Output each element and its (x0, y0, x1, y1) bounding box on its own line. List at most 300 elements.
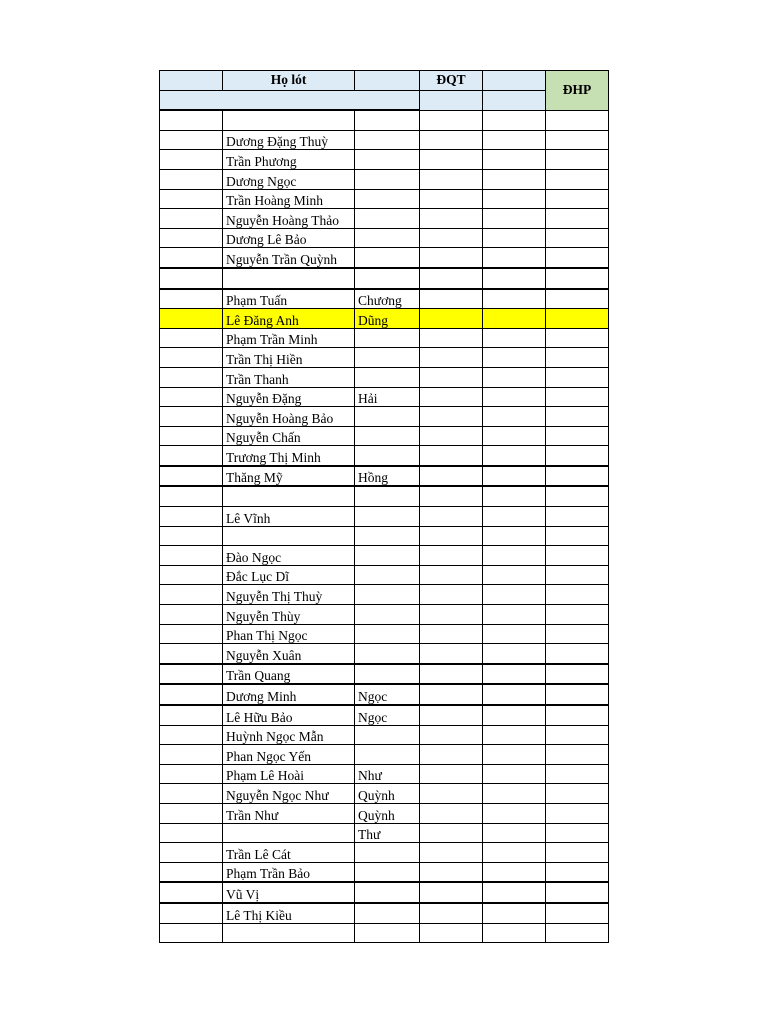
cell-dqt[interactable] (420, 605, 483, 625)
cell-dqt[interactable] (420, 446, 483, 466)
cell-col-a[interactable] (160, 289, 223, 309)
cell-col-e[interactable] (483, 862, 546, 882)
cell-col-e[interactable] (483, 209, 546, 229)
cell-dqt[interactable] (420, 923, 483, 943)
cell-dqt[interactable] (420, 745, 483, 765)
cell-col-a[interactable] (160, 784, 223, 804)
cell-dhp[interactable] (546, 407, 609, 427)
cell-dqt[interactable] (420, 387, 483, 407)
cell-ten[interactable] (355, 585, 420, 605)
cell-col-e[interactable] (483, 387, 546, 407)
cell-dhp[interactable] (546, 565, 609, 585)
cell-col-e[interactable] (483, 486, 546, 506)
header-cell-blank[interactable] (420, 90, 483, 110)
cell-col-a[interactable] (160, 684, 223, 705)
cell-col-e[interactable] (483, 784, 546, 804)
cell-ten[interactable]: Hồng (355, 466, 420, 487)
cell-col-a[interactable] (160, 565, 223, 585)
cell-dqt[interactable] (420, 526, 483, 546)
cell-dhp[interactable] (546, 426, 609, 446)
cell-col-a[interactable] (160, 882, 223, 903)
cell-col-a[interactable] (160, 189, 223, 209)
table-row (160, 367, 609, 387)
cell-col-e[interactable] (483, 466, 546, 487)
table-row (160, 268, 609, 289)
cell-dhp[interactable] (546, 248, 609, 268)
cell-dhp[interactable] (546, 328, 609, 348)
cell-col-a[interactable] (160, 228, 223, 248)
cell-dqt[interactable] (420, 644, 483, 664)
cell-col-a[interactable] (160, 486, 223, 506)
table-row (160, 764, 609, 784)
cell-col-e[interactable] (483, 189, 546, 209)
header-dqt[interactable]: ĐQT (420, 71, 483, 91)
spreadsheet (159, 70, 608, 943)
table-row (160, 150, 609, 170)
cell-ho-lot[interactable]: Đào Ngọc (223, 546, 355, 566)
table-row (160, 605, 609, 625)
cell-col-a[interactable] (160, 823, 223, 843)
table-row (160, 486, 609, 506)
cell-dhp[interactable] (546, 446, 609, 466)
cell-dhp[interactable] (546, 823, 609, 843)
cell-col-e[interactable] (483, 526, 546, 546)
cell-ho-lot[interactable]: Dương Lê Bảo (223, 228, 355, 248)
cell-dqt[interactable] (420, 268, 483, 289)
cell-dqt[interactable] (420, 110, 483, 130)
cell-col-e[interactable] (483, 268, 546, 289)
cell-ho-lot[interactable] (223, 923, 355, 943)
table-row (160, 784, 609, 804)
table-row (160, 407, 609, 427)
cell-dqt[interactable] (420, 764, 483, 784)
cell-dqt[interactable] (420, 705, 483, 725)
cell-ho-lot[interactable]: Huỳnh Ngọc Mẫn (223, 725, 355, 745)
cell-ho-lot[interactable]: Trần Lê Cát (223, 843, 355, 863)
cell-ho-lot[interactable] (223, 823, 355, 843)
cell-col-a[interactable] (160, 725, 223, 745)
cell-dqt[interactable] (420, 882, 483, 903)
cell-ho-lot[interactable]: Phan Thị Ngọc (223, 624, 355, 644)
cell-dhp[interactable] (546, 546, 609, 566)
cell-dhp[interactable] (546, 664, 609, 685)
cell-dhp[interactable] (546, 605, 609, 625)
cell-col-a[interactable] (160, 803, 223, 823)
cell-ho-lot[interactable]: Trần Thị Hiền (223, 348, 355, 368)
header-ho-lot[interactable]: Họ lót (223, 71, 355, 91)
cell-dqt[interactable] (420, 367, 483, 387)
cell-ten[interactable]: Thư (355, 823, 420, 843)
table-row (160, 309, 609, 329)
cell-dqt[interactable] (420, 130, 483, 150)
cell-col-e[interactable] (483, 150, 546, 170)
table-row (160, 862, 609, 882)
cell-ten[interactable] (355, 130, 420, 150)
cell-ho-lot[interactable]: Lê Thị Kiều (223, 903, 355, 923)
cell-dqt[interactable] (420, 309, 483, 329)
cell-ten[interactable] (355, 882, 420, 903)
table-row (160, 387, 609, 407)
cell-col-e[interactable] (483, 546, 546, 566)
cell-col-e[interactable] (483, 705, 546, 725)
cell-col-a[interactable] (160, 446, 223, 466)
cell-ten[interactable] (355, 903, 420, 923)
cell-ten[interactable] (355, 605, 420, 625)
cell-col-e[interactable] (483, 725, 546, 745)
cell-col-a[interactable] (160, 745, 223, 765)
cell-col-a[interactable] (160, 764, 223, 784)
cell-dqt[interactable] (420, 784, 483, 804)
cell-dhp[interactable] (546, 209, 609, 229)
cell-dqt[interactable] (420, 150, 483, 170)
cell-dhp[interactable] (546, 784, 609, 804)
cell-dhp[interactable] (546, 507, 609, 527)
cell-col-a[interactable] (160, 664, 223, 685)
cell-col-e[interactable] (483, 923, 546, 943)
cell-ten[interactable] (355, 228, 420, 248)
cell-col-a[interactable] (160, 248, 223, 268)
table-row (160, 526, 609, 546)
cell-ho-lot[interactable]: Phạm Trần Bảo (223, 862, 355, 882)
cell-dqt[interactable] (420, 903, 483, 923)
header-cell-blank[interactable] (355, 71, 420, 91)
cell-dqt[interactable] (420, 725, 483, 745)
header-cell-blank[interactable] (483, 90, 546, 110)
cell-ho-lot[interactable]: Trần Phương (223, 150, 355, 170)
cell-dhp[interactable] (546, 348, 609, 368)
cell-col-e[interactable] (483, 605, 546, 625)
cell-col-e[interactable] (483, 823, 546, 843)
student-table (159, 70, 609, 943)
cell-col-e[interactable] (483, 803, 546, 823)
table-row (160, 565, 609, 585)
cell-col-a[interactable] (160, 348, 223, 368)
cell-col-a[interactable] (160, 110, 223, 130)
cell-dqt[interactable] (420, 289, 483, 309)
cell-dqt[interactable] (420, 209, 483, 229)
cell-ten[interactable] (355, 169, 420, 189)
cell-ten[interactable]: Chương (355, 289, 420, 309)
cell-ho-lot[interactable]: Nguyễn Hoàng Thảo (223, 209, 355, 229)
header-merged-cell[interactable] (160, 90, 420, 110)
cell-ho-lot[interactable] (223, 526, 355, 546)
cell-col-e[interactable] (483, 169, 546, 189)
cell-ten[interactable] (355, 407, 420, 427)
cell-ho-lot[interactable]: Phạm Lê Hoài (223, 764, 355, 784)
cell-ten[interactable] (355, 446, 420, 466)
cell-col-e[interactable] (483, 328, 546, 348)
cell-ho-lot[interactable]: Nguyễn Thị Thuỳ (223, 585, 355, 605)
cell-col-e[interactable] (483, 348, 546, 368)
cell-ten[interactable] (355, 268, 420, 289)
cell-dhp[interactable] (546, 923, 609, 943)
cell-dhp[interactable] (546, 585, 609, 605)
cell-ho-lot[interactable]: Trần Như (223, 803, 355, 823)
cell-col-a[interactable] (160, 268, 223, 289)
table-row (160, 923, 609, 943)
cell-dhp[interactable] (546, 130, 609, 150)
cell-col-a[interactable] (160, 526, 223, 546)
cell-ho-lot[interactable]: Trần Quang (223, 664, 355, 685)
cell-dhp[interactable] (546, 466, 609, 487)
cell-dqt[interactable] (420, 328, 483, 348)
table-row (160, 289, 609, 309)
cell-col-e[interactable] (483, 367, 546, 387)
cell-dhp[interactable] (546, 268, 609, 289)
cell-ho-lot[interactable]: Phạm Tuấn (223, 289, 355, 309)
cell-dqt[interactable] (420, 507, 483, 527)
cell-dhp[interactable] (546, 624, 609, 644)
cell-dqt[interactable] (420, 664, 483, 685)
cell-col-a[interactable] (160, 169, 223, 189)
cell-dhp[interactable] (546, 745, 609, 765)
cell-col-a[interactable] (160, 367, 223, 387)
cell-dqt[interactable] (420, 843, 483, 863)
cell-col-a[interactable] (160, 130, 223, 150)
cell-col-e[interactable] (483, 764, 546, 784)
cell-dqt[interactable] (420, 565, 483, 585)
cell-ho-lot[interactable]: Vũ Vị (223, 882, 355, 903)
cell-dqt[interactable] (420, 486, 483, 506)
cell-col-a[interactable] (160, 209, 223, 229)
cell-dhp[interactable] (546, 526, 609, 546)
cell-col-e[interactable] (483, 309, 546, 329)
header-row-1 (160, 71, 609, 91)
cell-ten[interactable] (355, 526, 420, 546)
cell-dhp[interactable] (546, 387, 609, 407)
cell-ten[interactable] (355, 923, 420, 943)
cell-col-a[interactable] (160, 150, 223, 170)
cell-ten[interactable] (355, 150, 420, 170)
table-row (160, 130, 609, 150)
cell-col-a[interactable] (160, 507, 223, 527)
cell-dqt[interactable] (420, 426, 483, 446)
cell-col-a[interactable] (160, 585, 223, 605)
cell-ten[interactable]: Ngọc (355, 684, 420, 705)
cell-col-a[interactable] (160, 644, 223, 664)
cell-col-e[interactable] (483, 565, 546, 585)
header-cell-blank[interactable] (483, 71, 546, 91)
cell-dhp[interactable] (546, 764, 609, 784)
cell-col-e[interactable] (483, 446, 546, 466)
cell-ho-lot[interactable]: Phạm Trần Minh (223, 328, 355, 348)
cell-col-e[interactable] (483, 664, 546, 685)
cell-ho-lot[interactable] (223, 110, 355, 130)
cell-col-a[interactable] (160, 387, 223, 407)
cell-dhp[interactable] (546, 903, 609, 923)
cell-col-e[interactable] (483, 289, 546, 309)
cell-dhp[interactable] (546, 803, 609, 823)
cell-ten[interactable] (355, 725, 420, 745)
cell-dhp[interactable] (546, 862, 609, 882)
cell-dqt[interactable] (420, 466, 483, 487)
cell-ho-lot[interactable]: Lê Vĩnh (223, 507, 355, 527)
cell-ten[interactable] (355, 565, 420, 585)
cell-dhp[interactable] (546, 169, 609, 189)
cell-dhp[interactable] (546, 228, 609, 248)
cell-col-a[interactable] (160, 705, 223, 725)
cell-dhp[interactable] (546, 843, 609, 863)
header-cell-blank[interactable] (160, 71, 223, 91)
table-row (160, 189, 609, 209)
cell-col-e[interactable] (483, 624, 546, 644)
cell-ten[interactable] (355, 189, 420, 209)
cell-col-e[interactable] (483, 228, 546, 248)
cell-ho-lot[interactable]: Nguyễn Chấn (223, 426, 355, 446)
cell-col-e[interactable] (483, 426, 546, 446)
cell-col-a[interactable] (160, 309, 223, 329)
cell-ho-lot[interactable]: Nguyễn Hoàng Bảo (223, 407, 355, 427)
table-row (160, 882, 609, 903)
cell-dhp[interactable] (546, 367, 609, 387)
cell-col-a[interactable] (160, 605, 223, 625)
cell-ho-lot[interactable]: Dương Ngọc (223, 169, 355, 189)
cell-dhp[interactable] (546, 486, 609, 506)
cell-ten[interactable] (355, 644, 420, 664)
cell-col-a[interactable] (160, 923, 223, 943)
cell-ten[interactable] (355, 862, 420, 882)
cell-dhp[interactable] (546, 189, 609, 209)
cell-col-e[interactable] (483, 903, 546, 923)
header-dhp[interactable]: ĐHP (546, 71, 609, 111)
cell-col-a[interactable] (160, 546, 223, 566)
table-row (160, 745, 609, 765)
cell-col-e[interactable] (483, 843, 546, 863)
cell-ho-lot[interactable]: Đắc Lục Dĩ (223, 565, 355, 585)
cell-ho-lot[interactable] (223, 268, 355, 289)
cell-dqt[interactable] (420, 407, 483, 427)
table-row (160, 585, 609, 605)
cell-col-a[interactable] (160, 426, 223, 446)
cell-ten[interactable] (355, 248, 420, 268)
cell-ho-lot[interactable]: Lê Hữu Bảo (223, 705, 355, 725)
cell-dhp[interactable] (546, 289, 609, 309)
cell-col-e[interactable] (483, 745, 546, 765)
cell-ten[interactable] (355, 486, 420, 506)
cell-col-a[interactable] (160, 407, 223, 427)
cell-ho-lot[interactable] (223, 486, 355, 506)
cell-col-e[interactable] (483, 585, 546, 605)
cell-ho-lot[interactable]: Nguyễn Xuân (223, 644, 355, 664)
cell-col-e[interactable] (483, 407, 546, 427)
cell-ten[interactable] (355, 624, 420, 644)
cell-dqt[interactable] (420, 585, 483, 605)
cell-col-e[interactable] (483, 248, 546, 268)
table-row (160, 426, 609, 446)
cell-col-e[interactable] (483, 507, 546, 527)
cell-col-a[interactable] (160, 328, 223, 348)
cell-col-a[interactable] (160, 624, 223, 644)
cell-dhp[interactable] (546, 150, 609, 170)
cell-ten[interactable] (355, 843, 420, 863)
cell-ten[interactable]: Ngọc (355, 705, 420, 725)
cell-ten[interactable]: Quỳnh (355, 784, 420, 804)
table-row (160, 228, 609, 248)
cell-col-e[interactable] (483, 130, 546, 150)
cell-dqt[interactable] (420, 248, 483, 268)
cell-dqt[interactable] (420, 862, 483, 882)
cell-ten[interactable] (355, 367, 420, 387)
table-row (160, 248, 609, 268)
cell-ten[interactable] (355, 507, 420, 527)
cell-dqt[interactable] (420, 823, 483, 843)
cell-dqt[interactable] (420, 228, 483, 248)
cell-dhp[interactable] (546, 684, 609, 705)
cell-dhp[interactable] (546, 309, 609, 329)
cell-ten[interactable]: Dũng (355, 309, 420, 329)
cell-ho-lot[interactable]: Trần Hoàng Minh (223, 189, 355, 209)
table-row (160, 507, 609, 527)
cell-dhp[interactable] (546, 882, 609, 903)
cell-ten[interactable] (355, 348, 420, 368)
cell-ten[interactable] (355, 745, 420, 765)
cell-col-a[interactable] (160, 903, 223, 923)
cell-dhp[interactable] (546, 725, 609, 745)
cell-dqt[interactable] (420, 348, 483, 368)
cell-ho-lot[interactable]: Thăng Mỹ (223, 466, 355, 487)
table-row (160, 624, 609, 644)
cell-ten[interactable] (355, 209, 420, 229)
cell-ten[interactable]: Quỳnh (355, 803, 420, 823)
cell-ten[interactable] (355, 110, 420, 130)
table-row (160, 169, 609, 189)
cell-ten[interactable]: Hải (355, 387, 420, 407)
cell-dqt[interactable] (420, 803, 483, 823)
table-row (160, 328, 609, 348)
table-row (160, 684, 609, 705)
table-row (160, 546, 609, 566)
cell-dhp[interactable] (546, 705, 609, 725)
cell-ho-lot[interactable]: Nguyễn Đặng (223, 387, 355, 407)
cell-col-e[interactable] (483, 110, 546, 130)
cell-ho-lot[interactable]: Dương Đặng Thuỳ (223, 130, 355, 150)
cell-dqt[interactable] (420, 684, 483, 705)
cell-ho-lot[interactable]: Nguyễn Thùy (223, 605, 355, 625)
cell-col-a[interactable] (160, 862, 223, 882)
cell-dqt[interactable] (420, 169, 483, 189)
cell-ten[interactable]: Như (355, 764, 420, 784)
cell-ho-lot[interactable]: Phan Ngọc Yến (223, 745, 355, 765)
cell-ten[interactable] (355, 426, 420, 446)
cell-col-e[interactable] (483, 684, 546, 705)
cell-col-e[interactable] (483, 882, 546, 903)
cell-ho-lot[interactable]: Trần Thanh (223, 367, 355, 387)
table-row (160, 705, 609, 725)
cell-col-a[interactable] (160, 466, 223, 487)
table-row (160, 348, 609, 368)
table-row (160, 110, 609, 130)
cell-dqt[interactable] (420, 546, 483, 566)
cell-dhp[interactable] (546, 110, 609, 130)
cell-col-a[interactable] (160, 843, 223, 863)
cell-dqt[interactable] (420, 624, 483, 644)
table-row (160, 664, 609, 685)
table-body (160, 110, 609, 942)
cell-ho-lot[interactable]: Dương Minh (223, 684, 355, 705)
cell-ho-lot[interactable]: Trương Thị Minh (223, 446, 355, 466)
table-row (160, 823, 609, 843)
cell-ho-lot[interactable]: Nguyễn Ngọc Như (223, 784, 355, 804)
cell-ten[interactable] (355, 546, 420, 566)
cell-dqt[interactable] (420, 189, 483, 209)
cell-dhp[interactable] (546, 644, 609, 664)
cell-ten[interactable] (355, 328, 420, 348)
cell-ho-lot[interactable]: Lê Đăng Anh (223, 309, 355, 329)
cell-col-e[interactable] (483, 644, 546, 664)
cell-ho-lot[interactable]: Nguyễn Trần Quỳnh (223, 248, 355, 268)
table-row (160, 466, 609, 487)
cell-ten[interactable] (355, 664, 420, 685)
